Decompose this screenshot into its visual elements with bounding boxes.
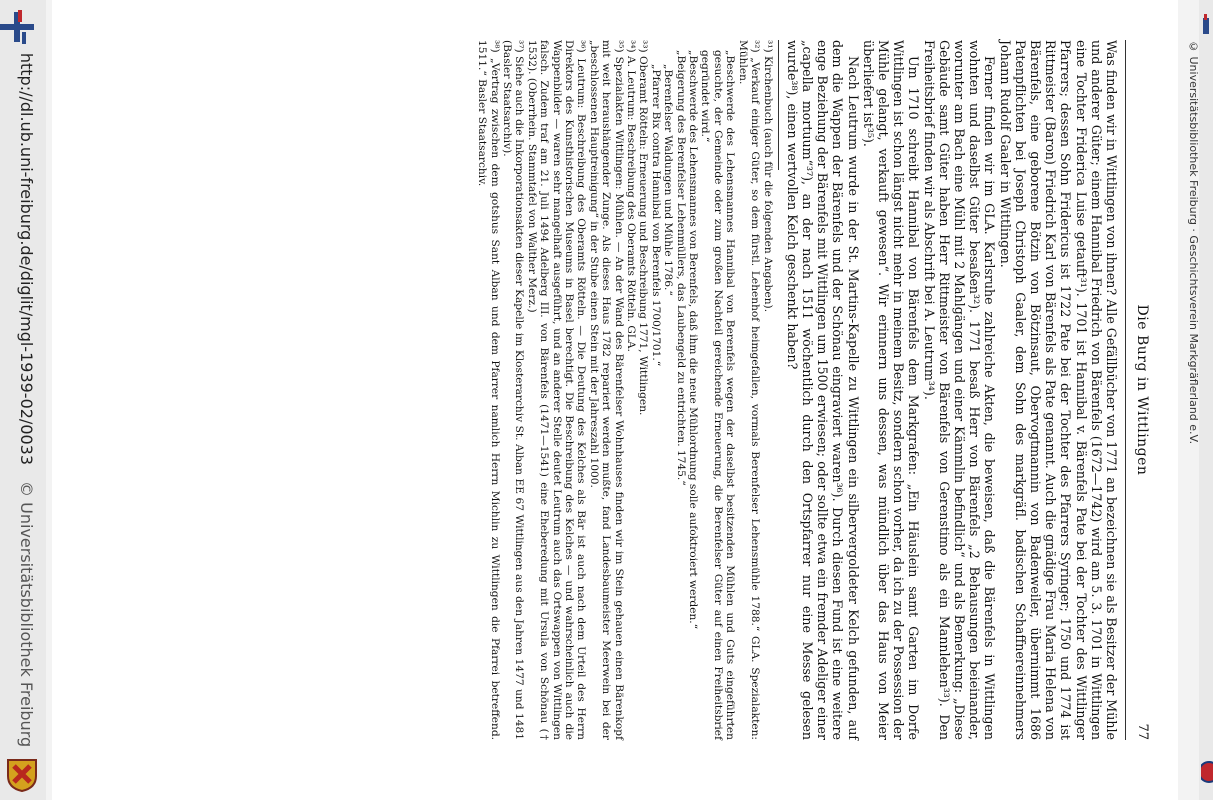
right-margin <box>1199 0 1213 800</box>
footnote: ³¹) Kirchenbuch (auch für die folgenden Angaben). <box>761 40 774 313</box>
paragraph: Um 1710 schreibt Hannibal von Bärenfels dem Markgrafen: „Ein Häuslein samt Garten im Dorfe Wittlingen ist schon längst nicht mehr in meinem Besitz, sondern schon vorher, da ich zu der Possession der Mühle gelangt, verkauft gewesen“. Wir erinnern uns dessen, was mündlich über das Haus von Meier überliefert ist³⁵). <box>860 40 922 740</box>
footnote: ³⁷) Siehe auch die Inkorporationsakten dieser Kapelle im Klosterarchiv St. Alban EE 67 Wittlingen aus den Jahren 1477 und 1481 (Basler Staatsarchiv). <box>501 40 526 740</box>
library-logo-small-icon <box>1201 14 1211 38</box>
footnote: ³⁴) A. Leutrum: Beschreibung des Oberamts Rötteln. GLA. <box>625 40 638 352</box>
society-crest-small-icon <box>1201 752 1213 792</box>
footnote: ³⁵) Spezialakten Wittlingen: Mühlen. — An der Wand des Bärenfelser Wohnhauses finden wir im Stein gehauen einen Bärenkopf mit weit heraushängender Zunge. Als dieses Haus 1782 repariert werden mußte, fand Landesbaumeister Meerwein bei der „beschlossenen Hauptreinigung“ in der Stube einen Stein mit der Jahreszahl 1000. <box>587 40 625 740</box>
rotated-page <box>52 0 1178 800</box>
paragraph: Nach Leutrum wurde in der St. Martins-Kapelle zu Wittlingen ein silbervergoldeter Kelch gefunden, auf dem die Wappen der Bärenfels und der Schönau eingraviert waren³⁶). Durch diesen Fund ist eine weitere enge Beziehung der Bärenfels mit Wittlingen um 1500 erwiesen; oder sollte etwa ein fremder Adeliger einer „capella mortuum“³⁷), an der nach 1511 wöchentlich durch den Ortspfarrer nur eine Messe gelesen wurde³⁸), einen wertvollen Kelch geschenkt haben? <box>784 40 861 740</box>
footnote: ³²) „Verkauf einiger Güter, so dem fürstl. Lehenhof heimgefallen, vormals Berenfelser Lehensmühle 1788.“ GLA. Spezialakten: Mühlen. <box>736 40 762 740</box>
footnote: ³⁶) Leutrum: Beschreibung des Oberamts Rötteln. — Die Deutung des Kelches als Bär ist auch nach dem Urteil des Herrn Direktors des Kunsthistorischen Museums in Basel berechtigt. Die Beschreibung des Kelches — und wahrscheinlich auch die Wappenbilder — waren sehr mangelhaft ausgeführt, und an anderer Stelle deutet Leutrum auch das Ortswappen von Wittlingen falsch. Zudem traf am 21. Juli 1494 Adelberg III. von Bärenfels (1471—1541) eine Eheberedung mit Ursula von Schönau († 1532). (Oberrhein. Stammtafel von Walther Merz.) <box>525 40 588 740</box>
footnote-quote: „Beigerung des Berenfelser Lehenmüllers, das Laubengeld zu entrichten. 1745.“ <box>674 50 687 486</box>
left-url-watermark <box>10 20 44 780</box>
footnote-separator <box>778 40 779 170</box>
footnote: ³³) Oberamt Rötteln: Erneuerung und Beschreibung 1771, Wittlingen. <box>637 40 650 416</box>
body-text <box>785 40 1119 740</box>
scanned-page <box>52 0 1178 800</box>
paragraph: Ferner finden wir im GLA. Karlsruhe zahlreiche Akten, die beweisen, daß die Bärenfels in Wittlingen wohnten und daselbst Güter besaßen³²). 1771 besaß Herr von Bärenfels „2 Behausungen beieinander, worunter am Bach eine Mühl mit 2 Mahlgängen und einer Kämmlin befindlich“ und als Bemerkung: „Diese Gebäude samt Güter haben Herr Rittmeister von Bärenfels von Gerenstimo als ein Mannlehen³³). Den Freiheitsbrief finden wir als Abschrift bei A. Leutrum³⁴). <box>921 40 998 740</box>
page-number: 77 <box>1135 723 1150 740</box>
page-content <box>476 40 1150 740</box>
society-crest-icon <box>4 756 40 792</box>
copyright-text: © Universitätsbibliothek Freiburg <box>17 481 37 748</box>
footnote-quote: „Berenfelser Waldungen und Mühle 1786.“ <box>662 64 675 296</box>
footnotes <box>476 40 774 740</box>
footnote-quote: „Pfarrer Bix contra Hannibal von Berenfels 1700/1701.“ <box>649 64 662 367</box>
digital-library-url[interactable]: http://dl.ub.uni-freiburg.de/diglit/mgl-1939-02/0033 <box>17 52 37 466</box>
footnote: ³⁸) „Vertrag zwischen dem gotshus Sant Alban und dem Pfarrer namlich Herrn Michlin zu Wittlingen die Pfarrei betreffend. 1511.“ Basler Staatsarchiv. <box>476 40 501 740</box>
paragraph: Was finden wir in Wittlingen von ihnen? Alle Gefällbücher von 1771 an bezeichnen sie als Besitzer der Mühle und anderer Güter; einem Hannibal Friedrich von Bärenfels (1672—1742) wird am 5. 3. 1701 in Wittlingen eine Tochter Friderica Luise getauft³¹). 1701 ist Hannibal v. Bärenfels Pate bei der Tochter des Wittlinger Pfarrers; dessen Sohn Fridericus ist 1722 Pate bei der Tochter des Pfarrers Syringer; 1750 und 1774 ist Rittmeister (Baron) Friedrich Karl von Bärenfels als Pate genannt. Auch die gnädige Frau Maria Helena von Bärenfels, eine geborene Bötzin von Bötzinsaut, Obervogtmannin von Badenweiler, übernimmt 1686 Patenpflichten bei Joseph Christoph Gaaler, dem Sohn des markgräfl. badischen Schaffnereinnehmers Johann Rudolf Gaaler in Wittlingen. <box>997 40 1119 740</box>
footnote-quote: „Beschwerde des Lehensmannes von Berenfels, daß ihm die neue Mühlordnung solle aufoktroiert werden.“ <box>687 50 700 630</box>
header-rule <box>1125 40 1126 740</box>
page-header <box>1128 40 1150 740</box>
footnote-quote: „Beschwerde des Lehensmannes Hannibal von Berenfels wegen der daselbst besitzenden Mühlen und Guts eingeführten gesuchte, der Gemeinde oder zum großen Nachteil gereichende Erneuerung, die Berenfelser Güter auf einen Freiheitsbrief gegründet wird.“ <box>699 50 737 740</box>
running-title: Die Burg in Wittlingen <box>1134 304 1150 476</box>
right-credit: © Universitätsbibliothek Freiburg · Geschichtsverein Markgräflerland e.V. <box>1187 40 1200 445</box>
